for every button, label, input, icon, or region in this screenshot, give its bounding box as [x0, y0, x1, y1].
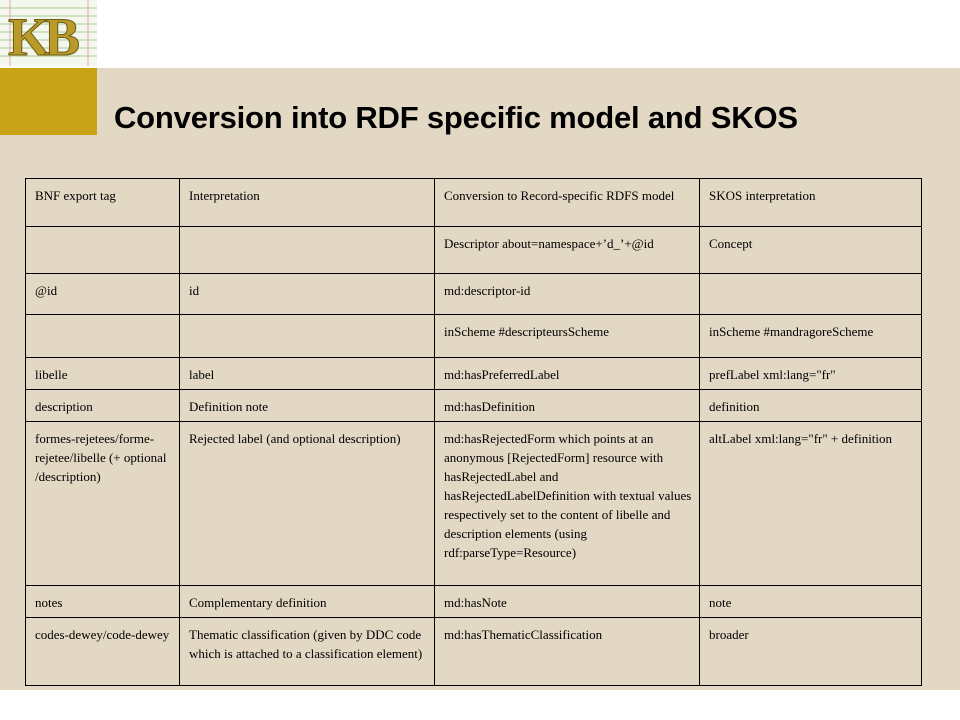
table-row	[26, 618, 922, 686]
table-cell: prefLabel xml:lang="fr"	[700, 358, 922, 390]
table-header-row	[26, 179, 922, 227]
table-cell: Definition note	[180, 390, 435, 422]
table-cell: md:hasRejectedForm which points at an anonymous [RejectedForm] resource with hasRejectedLabel and hasRejectedLabelDefinition with textual values respectively set to the content of libelle and description elements (using rdf:parseType=Resource)	[435, 422, 700, 586]
header-cell-rdfs-conversion: Conversion to Record-specific RDFS model	[435, 179, 700, 227]
table-row	[26, 315, 922, 358]
table-cell: id	[180, 274, 435, 315]
table-cell: broader	[700, 618, 922, 686]
table-row	[26, 586, 922, 618]
table-cell	[26, 227, 180, 274]
table-cell: inScheme #descripteursScheme	[435, 315, 700, 358]
slide-title: Conversion into RDF specific model and SKOS	[114, 100, 798, 135]
table-cell	[180, 315, 435, 358]
table-cell	[26, 315, 180, 358]
header-band	[0, 0, 960, 68]
title-accent-block	[0, 68, 97, 135]
table-cell: Descriptor about=namespace+’d_’+@id	[435, 227, 700, 274]
table-cell: note	[700, 586, 922, 618]
table-cell: notes	[26, 586, 180, 618]
table-cell: md:hasDefinition	[435, 390, 700, 422]
table-cell	[700, 274, 922, 315]
table-cell: definition	[700, 390, 922, 422]
table-cell: Complementary definition	[180, 586, 435, 618]
header-cell-interpretation: Interpretation	[180, 179, 435, 227]
table-row	[26, 227, 922, 274]
table-cell: md:hasThematicClassification	[435, 618, 700, 686]
table-row	[26, 390, 922, 422]
table-cell: md:hasNote	[435, 586, 700, 618]
table-row	[26, 422, 922, 586]
kb-logo	[0, 0, 97, 66]
table-cell: Rejected label (and optional description)	[180, 422, 435, 586]
header-cell-skos: SKOS interpretation	[700, 179, 922, 227]
table-cell: @id	[26, 274, 180, 315]
table-row	[26, 358, 922, 390]
footer-band	[0, 690, 960, 720]
table-cell: md:hasPreferredLabel	[435, 358, 700, 390]
header-cell-bnf-tag: BNF export tag	[26, 179, 180, 227]
table-cell: formes-rejetees/forme-rejetee/libelle (+ optional /description)	[26, 422, 180, 586]
table-cell: libelle	[26, 358, 180, 390]
table-cell: inScheme #mandragoreScheme	[700, 315, 922, 358]
table-cell	[180, 227, 435, 274]
table-cell: md:descriptor-id	[435, 274, 700, 315]
table-cell: altLabel xml:lang="fr" + definition	[700, 422, 922, 586]
table-cell: codes-dewey/code-dewey	[26, 618, 180, 686]
logo-lettering: KB	[8, 7, 75, 66]
table-cell: label	[180, 358, 435, 390]
table-cell: description	[26, 390, 180, 422]
table-cell: Concept	[700, 227, 922, 274]
mapping-table	[25, 178, 922, 686]
table-row	[26, 274, 922, 315]
table-cell: Thematic classification (given by DDC code which is attached to a classification element)	[180, 618, 435, 686]
